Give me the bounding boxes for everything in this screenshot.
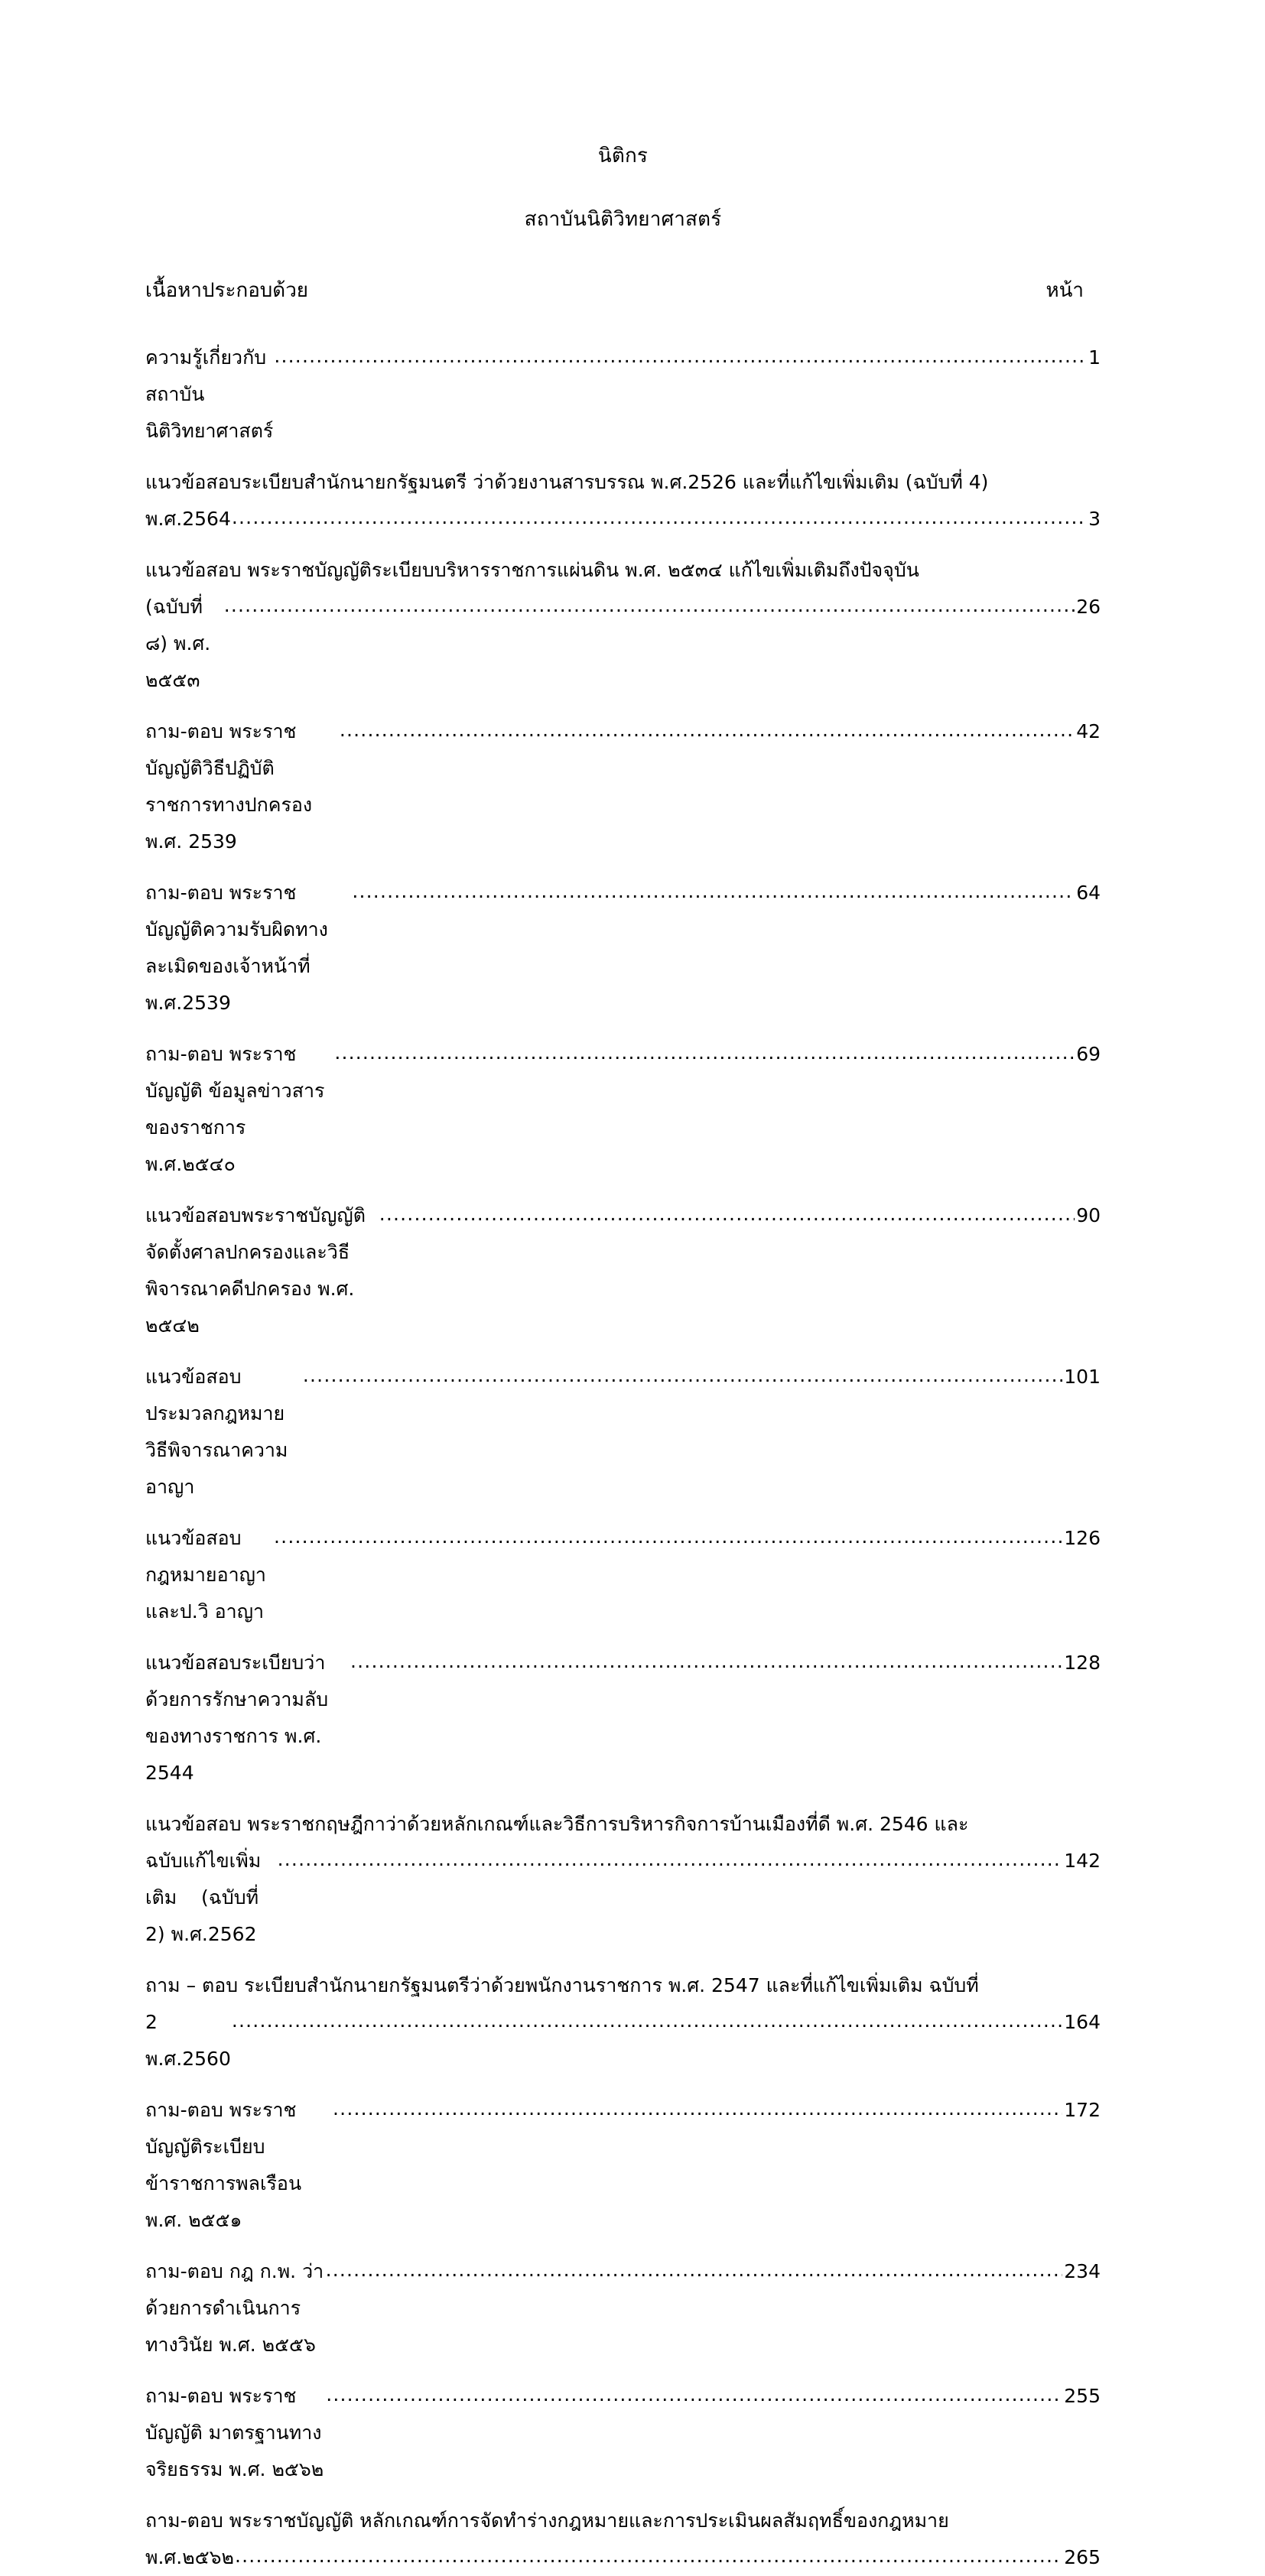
toc-entry-title: ถาม-ตอบ พระราชบัญญัติวิธีปฏิบัติราชการทางปกครอง พ.ศ. 2539: [145, 720, 319, 853]
toc-entry-title: ถาม-ตอบ พระราชบัญญัติ ข้อมูลข่าวสารของราชการ พ.ศ.๒๕๔๐: [145, 1043, 325, 1175]
toc-entry-page: 172: [1064, 2099, 1101, 2121]
dot-leader-icon: [333, 2099, 1062, 2118]
toc-entry[interactable]: [145, 713, 1101, 860]
toc-entry-title: ความรู้เกี่ยวกับสถาบันนิติวิทยาศาสตร์: [145, 346, 274, 442]
toc-entry-page: 126: [1064, 1527, 1101, 1549]
toc-entry-page: 90: [1076, 1204, 1101, 1226]
toc-entry-title: ถาม-ตอบ กฎ ก.พ. ว่าด้วยการดำเนินการทางวินัย พ.ศ. ๒๕๕๖: [145, 2260, 324, 2356]
toc-entry-leader-row: [145, 1645, 1101, 1792]
toc-entry-leader-row: [145, 1520, 1101, 1630]
toc-entry-line1: แนวข้อสอบ พระราชบัญญัติระเบียบบริหารราชการแผ่นดิน พ.ศ. ๒๕๓๔ แก้ไขเพิ่มเติมถึงปัจจุบัน: [145, 559, 919, 581]
toc-entry-title: แนวข้อสอบกฎหมายอาญาและป.วิ อาญา: [145, 1527, 266, 1623]
toc-entry-leader-row: [145, 589, 1101, 699]
toc-entry-page: 42: [1076, 720, 1101, 742]
toc-entry-page: 128: [1064, 1652, 1101, 1674]
toc-entry-page: 234: [1064, 2260, 1101, 2282]
dot-leader-icon: [379, 1204, 1075, 1223]
toc-entry-leader-row: [145, 2004, 1101, 2077]
toc-entry-leader-row: [145, 1197, 1101, 1344]
toc-entry-leader-row: [145, 1843, 1101, 1953]
toc-entry[interactable]: [145, 1806, 1101, 1953]
toc-entry-leader-row: [145, 2253, 1101, 2363]
toc-entry-title: พ.ศ.2564: [145, 508, 231, 530]
toc-entry-title: ถาม-ตอบ พระราชบัญญัติระเบียบข้าราชการพลเรือน พ.ศ. ๒๕๕๑: [145, 2099, 307, 2231]
dot-leader-icon: [350, 1652, 1062, 1671]
toc-entry-line1: แนวข้อสอบ พระราชกฤษฎีกาว่าด้วยหลักเกณฑ์และวิธีการบริหารกิจการบ้านเมืองที่ดี พ.ศ. 2546 และ: [145, 1813, 969, 1835]
toc-entry-title: 2 พ.ศ.2560: [145, 2011, 231, 2070]
dot-leader-icon: [232, 508, 1087, 527]
toc-entry-title: (ฉบับที่ ๘) พ.ศ. ๒๕๕๓: [145, 596, 217, 691]
toc-header-contents-label: เนื้อหาประกอบด้วย: [145, 279, 309, 302]
toc-entry-leader-row: [145, 713, 1101, 860]
dot-leader-icon: [278, 1850, 1063, 1869]
toc-entry-line1: แนวข้อสอบระเบียบสำนักนายกรัฐมนตรี ว่าด้วยงานสารบรรณ พ.ศ.2526 และที่แก้ไขเพิ่มเติม (ฉบับที่ 4): [145, 471, 989, 493]
toc-entry-leader-row: [145, 1359, 1101, 1506]
toc-entry-line1: ถาม – ตอบ ระเบียบสำนักนายกรัฐมนตรีว่าด้วยพนักงานราชการ พ.ศ. 2547 และที่แก้ไขเพิ่มเติม ฉบับที่: [145, 1974, 979, 1996]
toc-entry[interactable]: [145, 1036, 1101, 1183]
toc-entry-leader-row: [145, 501, 1101, 538]
dot-leader-icon: [303, 1366, 1062, 1385]
dot-leader-icon: [274, 346, 1087, 365]
toc-entry[interactable]: [145, 464, 1101, 538]
toc-entry[interactable]: [145, 1520, 1101, 1630]
toc-entry[interactable]: [145, 1967, 1101, 2077]
toc-entry[interactable]: [145, 1359, 1101, 1506]
toc-entry-page: 26: [1076, 596, 1101, 618]
toc-entry[interactable]: [145, 339, 1101, 450]
toc-entry-page: 3: [1088, 508, 1101, 530]
dot-leader-icon: [235, 2546, 1062, 2565]
toc-entry-leader-row: [145, 875, 1101, 1022]
toc-entry-page: 265: [1064, 2546, 1101, 2568]
toc-entry-title: ฉบับแก้ไขเพิ่มเติม (ฉบับที่ 2) พ.ศ.2562: [145, 1850, 265, 1945]
toc-entry-page: 64: [1076, 882, 1101, 904]
dot-leader-icon: [340, 720, 1075, 739]
toc-entry[interactable]: [145, 2253, 1101, 2363]
document-subtitle: สถาบันนิติวิทยาศาสตร์: [524, 208, 722, 231]
dot-leader-icon: [326, 2385, 1062, 2404]
toc-entry-title: ถาม-ตอบ พระราชบัญญัติความรับผิดทางละเมิดของเจ้าหน้าที่ พ.ศ.2539: [145, 882, 328, 1014]
toc-entry-leader-row: [145, 2092, 1101, 2239]
toc-entry[interactable]: [145, 2378, 1101, 2488]
document-title: นิติกร: [597, 145, 649, 167]
toc-entry-leader-row: [145, 2378, 1101, 2488]
toc-entry[interactable]: [145, 1645, 1101, 1792]
toc-entry-leader-row: [145, 339, 1101, 450]
toc-entry-page: 142: [1064, 1850, 1101, 1872]
toc-entry-leader-row: [145, 1036, 1101, 1183]
toc-entry[interactable]: [145, 2503, 1101, 2576]
dot-leader-icon: [326, 2260, 1063, 2279]
dot-leader-icon: [232, 2011, 1062, 2030]
toc-entry-page: 101: [1064, 1366, 1101, 1388]
toc-entry[interactable]: [145, 552, 1101, 699]
toc-entry-line1: ถาม-ตอบ พระราชบัญญัติ หลักเกณฑ์การจัดทำร่างกฎหมายและการประเมินผลสัมฤทธิ์ของกฎหมาย: [145, 2509, 949, 2532]
toc-entry[interactable]: [145, 875, 1101, 1022]
toc-entry[interactable]: [145, 2092, 1101, 2239]
dot-leader-icon: [334, 1043, 1075, 1062]
dot-leader-icon: [352, 882, 1075, 901]
toc-entry-page: 255: [1064, 2385, 1101, 2407]
toc-entry-page: 1: [1088, 346, 1101, 369]
toc-entry-title: ถาม-ตอบ พระราชบัญญัติ มาตรฐานทางจริยธรรม พ.ศ. ๒๕๖๒: [145, 2385, 324, 2480]
toc-entry-leader-row: [145, 2539, 1101, 2576]
toc-entry-title: แนวข้อสอบระเบียบว่าด้วยการรักษาความลับของทางราชการ พ.ศ. 2544: [145, 1652, 329, 1784]
toc-entry-page: 69: [1076, 1043, 1101, 1065]
dot-leader-icon: [224, 596, 1075, 615]
dot-leader-icon: [274, 1527, 1062, 1546]
toc-entry-title: แนวข้อสอบพระราชบัญญัติจัดตั้งศาลปกครองและวิธีพิจารณาคดีปกครอง พ.ศ. ๒๕๔๒: [145, 1204, 366, 1337]
toc-entry-page: 164: [1064, 2011, 1101, 2033]
toc-header: [145, 274, 1101, 306]
toc-entry[interactable]: [145, 1197, 1101, 1344]
toc-entry-title: พ.ศ.๒๕๖๒: [145, 2546, 234, 2568]
toc-header-page-label: หน้า: [1045, 279, 1084, 302]
toc-entry-title: แนวข้อสอบประมวลกฎหมายวิธีพิจารณาความอาญา: [145, 1366, 288, 1498]
toc-list: [145, 339, 1101, 2576]
